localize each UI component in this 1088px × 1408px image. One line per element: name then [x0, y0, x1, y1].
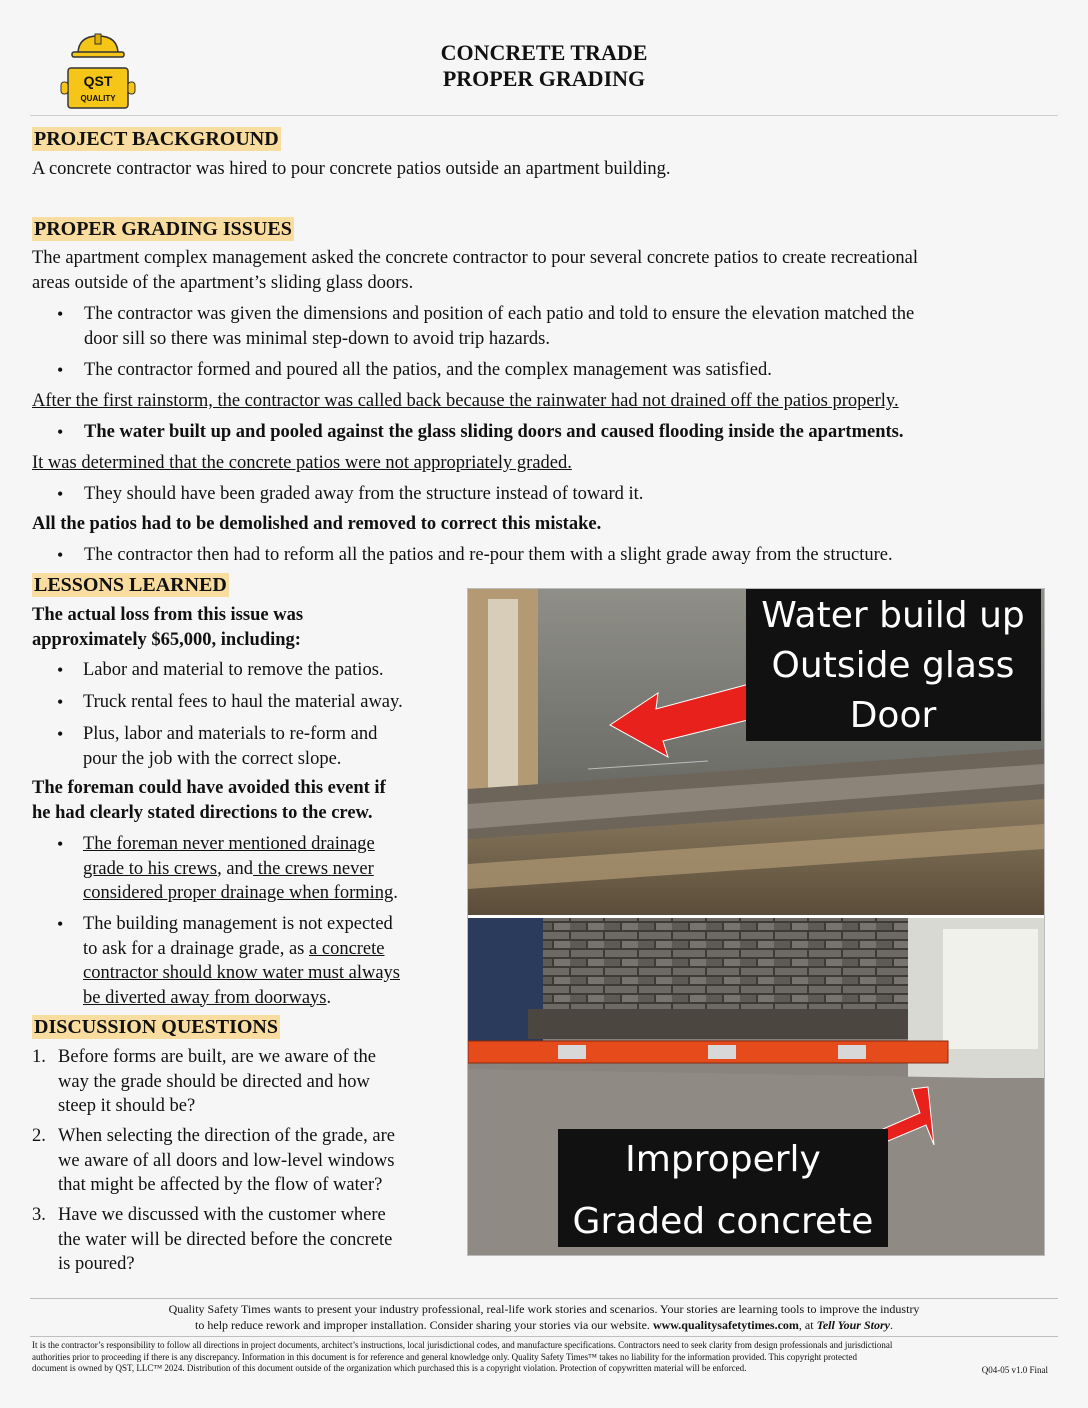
- lesson-bullet-4-line-3: [83, 881, 398, 906]
- lesson-5-period: .: [326, 987, 332, 1008]
- legal-disclaimer: [32, 1340, 1056, 1375]
- determined-text: It was determined that the concrete patios were not appropriately graded.: [32, 453, 572, 473]
- lesson-5-underlined-a: a concrete: [309, 938, 385, 959]
- question-1-line-1: Before forms are built, are we aware of the: [58, 1047, 376, 1067]
- title-line-1: CONCRETE TRADE: [440, 40, 648, 65]
- issue-bullet-1-line-2: door sill so there was minimal step-down to avoid trip hazards.: [84, 328, 551, 349]
- question-1-line-3: steep it should be?: [58, 1096, 196, 1116]
- question-number-3: 3.: [32, 1205, 46, 1225]
- lesson-bullet-3-line-1: Plus, labor and materials to re-form and: [83, 724, 378, 744]
- demolished-text: All the patios had to be demolished and removed to correct this mistake.: [32, 514, 602, 534]
- after-rainstorm-text: After the first rainstorm, the contractor was called back because the rainwater had not drained off the patios properly.: [32, 391, 899, 411]
- issues-intro-line-2: areas outside of the apartment’s sliding glass doors.: [32, 272, 414, 293]
- question-1: [58, 1045, 458, 1119]
- question-number-1: 1.: [32, 1047, 46, 1067]
- issue-bullet-1-line-1: The contractor was given the dimensions and position of each patio and told to ensure the elevation matched the: [84, 304, 915, 324]
- top-caption-line-2: Outside glass: [771, 645, 1015, 686]
- question-number-2: 2.: [32, 1126, 46, 1146]
- question-3-line-1: Have we discussed with the customer where: [58, 1205, 386, 1225]
- foreman-line-1: The foreman could have avoided this event if: [32, 778, 386, 798]
- lesson-bullet-5-line-2: [83, 937, 400, 962]
- footer-divider-2: [30, 1336, 1058, 1337]
- bullet-icon: •: [57, 724, 64, 744]
- issue-bullet-3: The water built up and pooled against the glass sliding doors and caused flooding inside the apartments.: [84, 422, 904, 442]
- legal-line-2: authorities prior to proceeding if there is any discrepancy. Information in this document is for reference and general knowledge only. Quality Safety Times™ takes no liability for the information provided. This copyright protected: [32, 1351, 858, 1362]
- foreman-line-2: he had clearly stated directions to the crew.: [32, 802, 373, 823]
- lesson-bullet-3: [83, 722, 377, 771]
- logo-text-qst: QST: [83, 73, 113, 89]
- version-label: Q04-05 v1.0 Final: [981, 1365, 1048, 1375]
- question-2-line-2: we aware of all doors and low-level windows: [58, 1150, 395, 1171]
- grading-photo-illustration: [468, 589, 1044, 1255]
- section-heading-background: PROJECT BACKGROUND: [34, 128, 279, 150]
- question-2: [58, 1124, 458, 1198]
- section-heading-discussion: DISCUSSION QUESTIONS: [34, 1016, 278, 1038]
- bullet-icon: •: [57, 834, 64, 854]
- website-link[interactable]: www.qualitysafetytimes.com: [652, 1318, 799, 1332]
- footer-note-line-2: [60, 1317, 1028, 1333]
- section-heading-issues: PROPER GRADING ISSUES: [34, 218, 292, 240]
- footer-note-line-1: Quality Safety Times wants to present your industry professional, real-life work stories and scenarios. Your stories are learning tools to improve the industry: [168, 1302, 920, 1316]
- footer-note: [60, 1301, 1028, 1333]
- lesson-bullet-5-line-4: [83, 986, 400, 1011]
- question-1-line-2: way the grade should be directed and how: [58, 1071, 370, 1092]
- lesson-bullet-4: [83, 832, 398, 906]
- tell-your-story-link[interactable]: Tell Your Story: [816, 1318, 890, 1332]
- background-text: A concrete contractor was hired to pour concrete patios outside an apartment building.: [32, 159, 671, 179]
- issue-bullet-4: They should have been graded away from the structure instead of toward it.: [84, 484, 644, 504]
- issue-bullet-2: The contractor formed and poured all the patios, and the complex management was satisfied.: [84, 360, 772, 380]
- loss-line-1: The actual loss from this issue was: [32, 605, 304, 625]
- lesson-bullet-5-line-3: contractor should know water must always: [83, 963, 400, 983]
- footer-note-at: , at: [798, 1318, 817, 1332]
- title-line-2: PROPER GRADING: [442, 66, 646, 91]
- lesson-4-underlined-b: the crews never: [253, 858, 374, 879]
- footer-divider-1: [30, 1298, 1058, 1299]
- bullet-icon: •: [57, 692, 64, 712]
- bullet-icon: •: [57, 660, 64, 680]
- footer-note-text: to help reduce rework and improper installation. Consider sharing your stories via our website.: [195, 1318, 653, 1332]
- logo-text-quality: QUALITY: [80, 94, 116, 103]
- header-divider: [30, 115, 1058, 116]
- issue-bullet-5: The contractor then had to reform all the patios and re-pour them with a slight grade away from the structure.: [84, 545, 893, 565]
- top-caption-box: [746, 589, 1041, 741]
- legal-line-3: document is owned by QST, LLC™ 2024. Distribution of this document outside of the organization which purchased this is a copyright violation. Protection of copywritten material will be enforced.: [32, 1363, 747, 1373]
- lesson-4-plain: , and: [217, 858, 254, 879]
- foreman-text: [32, 776, 386, 825]
- page-header: [0, 0, 1088, 116]
- lesson-5-plain: to ask for a drainage grade, as: [83, 938, 310, 959]
- loss-text: [32, 603, 303, 652]
- question-3: [58, 1203, 458, 1277]
- lesson-4-period: .: [393, 883, 398, 903]
- bottom-caption-line-2: Graded concrete: [572, 1201, 874, 1242]
- lesson-4-underlined-a: grade to his crews: [83, 858, 218, 879]
- lesson-bullet-4-line-2: [83, 857, 398, 882]
- lesson-bullet-1: Labor and material to remove the patios.: [83, 660, 384, 680]
- question-2-line-3: that might be affected by the flow of water?: [58, 1175, 383, 1195]
- bottom-caption-line-1: Improperly: [625, 1139, 821, 1180]
- bullet-icon: •: [57, 484, 64, 504]
- lesson-bullet-4-line-1: The foreman never mentioned drainage: [83, 834, 375, 854]
- lesson-5-underlined-b: be diverted away from doorways: [83, 987, 327, 1008]
- lesson-bullet-5: [83, 912, 400, 1010]
- question-2-line-1: When selecting the direction of the grade, are: [58, 1126, 395, 1146]
- lesson-bullet-2: Truck rental fees to haul the material away.: [83, 692, 403, 712]
- issue-bullet-1: [84, 302, 914, 351]
- loss-line-2: approximately $65,000, including:: [32, 629, 301, 650]
- bullet-icon: •: [57, 545, 64, 565]
- bullet-icon: •: [57, 360, 64, 380]
- issues-intro-line-1: The apartment complex management asked the concrete contractor to pour several concrete patios to create recreational: [32, 248, 919, 268]
- question-3-line-3: is poured?: [58, 1254, 135, 1274]
- grading-photo-composite: [467, 588, 1045, 1256]
- section-heading-lessons: LESSONS LEARNED: [34, 574, 227, 596]
- bottom-caption-box: [558, 1129, 888, 1247]
- bullet-icon: •: [57, 422, 64, 442]
- question-3-line-2: the water will be directed before the concrete: [58, 1229, 393, 1250]
- footer-note-period: .: [889, 1318, 893, 1332]
- lesson-bullet-5-line-1: The building management is not expected: [83, 914, 393, 934]
- issues-intro: [32, 246, 918, 295]
- lesson-bullet-3-line-2: pour the job with the correct slope.: [83, 748, 342, 769]
- page-title: [0, 40, 1088, 92]
- bullet-icon: •: [57, 304, 64, 324]
- top-caption-line-1: Water build up: [761, 595, 1025, 636]
- lesson-4-underlined-c: considered proper drainage when forming: [83, 883, 394, 903]
- top-caption-line-3: Door: [849, 695, 937, 736]
- legal-line-1: It is the contractor’s responsibility to follow all directions in project documents, architect’s instructions, local jurisdictional codes, and manufacture specifications. Contractors need to seek clarity from design professionals and jurisdictional: [32, 1340, 893, 1350]
- bullet-icon: •: [57, 914, 64, 934]
